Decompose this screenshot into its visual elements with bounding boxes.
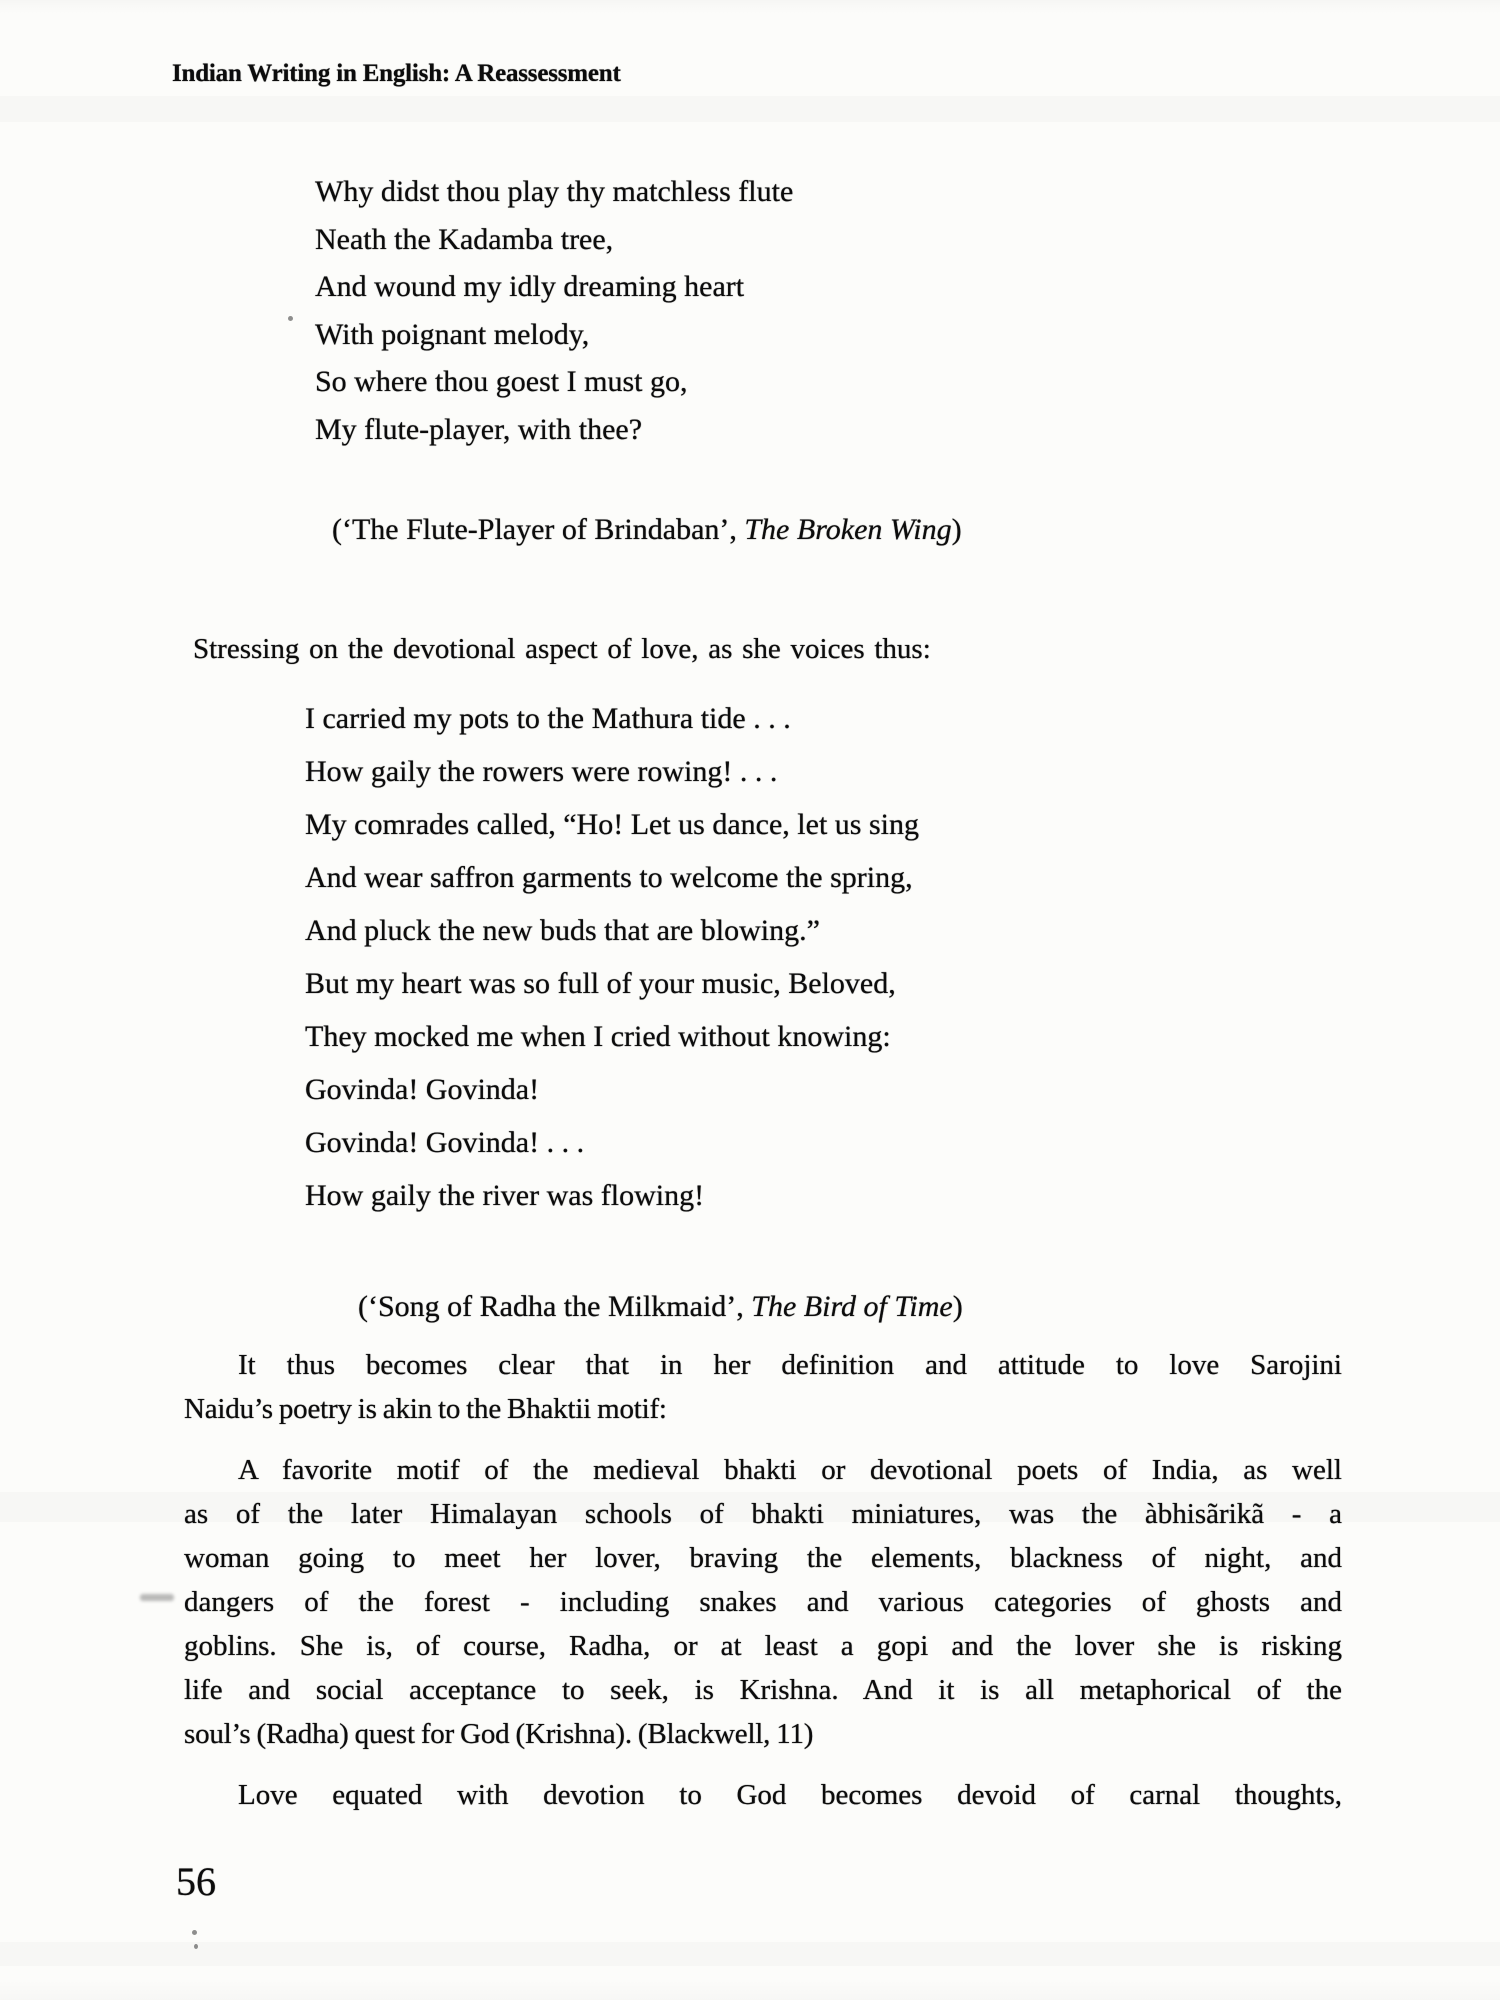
poem-line: With poignant melody, xyxy=(315,317,590,351)
poem-line: Govinda! Govinda! . . . xyxy=(305,1126,585,1159)
poem-line: Neath the Kadamba tree, xyxy=(315,222,614,256)
quote-line: as of the later Himalayan schools of bhakti miniatures, was the àbhisãrikã - a xyxy=(184,1498,1342,1530)
poem-line: So where thou goest I must go, xyxy=(315,365,688,398)
paragraph-love-devotion xyxy=(184,1773,1342,1817)
attribution-close-paren: ) xyxy=(952,1290,963,1323)
scan-artifact-dot xyxy=(192,1930,197,1935)
quote-line: life and social acceptance to seek, is Krishna. And it is all metaphorical of the xyxy=(184,1674,1342,1706)
poem-line: How gaily the river was flowing! xyxy=(305,1179,705,1212)
attribution-title: (‘Song of Radha the Milkmaid’, xyxy=(358,1290,752,1323)
poem-line: Why didst thou play thy matchless flute xyxy=(315,175,794,208)
quote-line: A favorite motif of the medieval bhakti or devotional poets of India, as well xyxy=(238,1454,1342,1486)
poem-attribution-song-of-radha xyxy=(358,1290,963,1324)
poem-line: I carried my pots to the Mathura tide . . . xyxy=(305,702,791,735)
scan-band xyxy=(0,96,1500,122)
quote-line: woman going to meet her lover, braving the elements, blackness of night, and xyxy=(184,1542,1342,1574)
poem-line: They mocked me when I cried without knowing: xyxy=(305,1020,891,1053)
poem-line: My flute-player, with thee? xyxy=(315,412,643,446)
quote-line: goblins. She is, of course, Radha, or at least a gopi and the lover she is risking xyxy=(184,1630,1342,1662)
poem-song-of-radha xyxy=(305,692,919,1222)
poem-line: My comrades called, “Ho! Let us dance, let us sing xyxy=(305,808,919,841)
poem-flute-player xyxy=(315,168,793,453)
poem-line: How gaily the rowers were rowing! . . . xyxy=(305,755,778,788)
attribution-title: (‘The Flute-Player of Brindaban’, xyxy=(332,513,745,546)
blockquote-blackwell xyxy=(184,1448,1342,1756)
scan-artifact-smudge xyxy=(140,1594,174,1601)
attribution-source-italic: The Broken Wing xyxy=(744,513,952,546)
scan-artifact-dot xyxy=(288,316,293,321)
page-number: 56 xyxy=(176,1859,216,1904)
poem-attribution-flute-player xyxy=(332,513,962,547)
poem-line: Govinda! Govinda! xyxy=(305,1073,540,1106)
paragraph-line: Naidu’s poetry is akin to the Bhaktii motif: xyxy=(184,1393,667,1425)
poem-line: And wear saffron garments to welcome the spring, xyxy=(305,861,913,894)
scan-artifact-dot xyxy=(194,1944,198,1949)
poem-line: And pluck the new buds that are blowing.” xyxy=(305,914,820,947)
paragraph-stressing: Stressing on the devotional aspect of love, as she voices thus: xyxy=(193,633,931,665)
attribution-source-italic: The Bird of Time xyxy=(751,1290,953,1323)
paragraph-line: It thus becomes clear that in her definition and attitude to love Sarojini xyxy=(238,1349,1342,1381)
quote-line: dangers of the forest - including snakes and various categories of ghosts and xyxy=(184,1586,1342,1618)
running-header: Indian Writing in English: A Reassessment xyxy=(172,60,621,87)
attribution-close-paren: ) xyxy=(951,513,962,546)
scan-band xyxy=(0,1942,1500,1966)
paragraph-line: Love equated with devotion to God becomes devoid of carnal thoughts, xyxy=(238,1779,1342,1811)
poem-line: But my heart was so full of your music, Beloved, xyxy=(305,967,896,1000)
paragraph-bhakti-motif xyxy=(184,1343,1342,1431)
quote-line: soul’s (Radha) quest for God (Krishna). (Blackwell, 11) xyxy=(184,1718,814,1750)
poem-line: And wound my idly dreaming heart xyxy=(315,270,745,303)
